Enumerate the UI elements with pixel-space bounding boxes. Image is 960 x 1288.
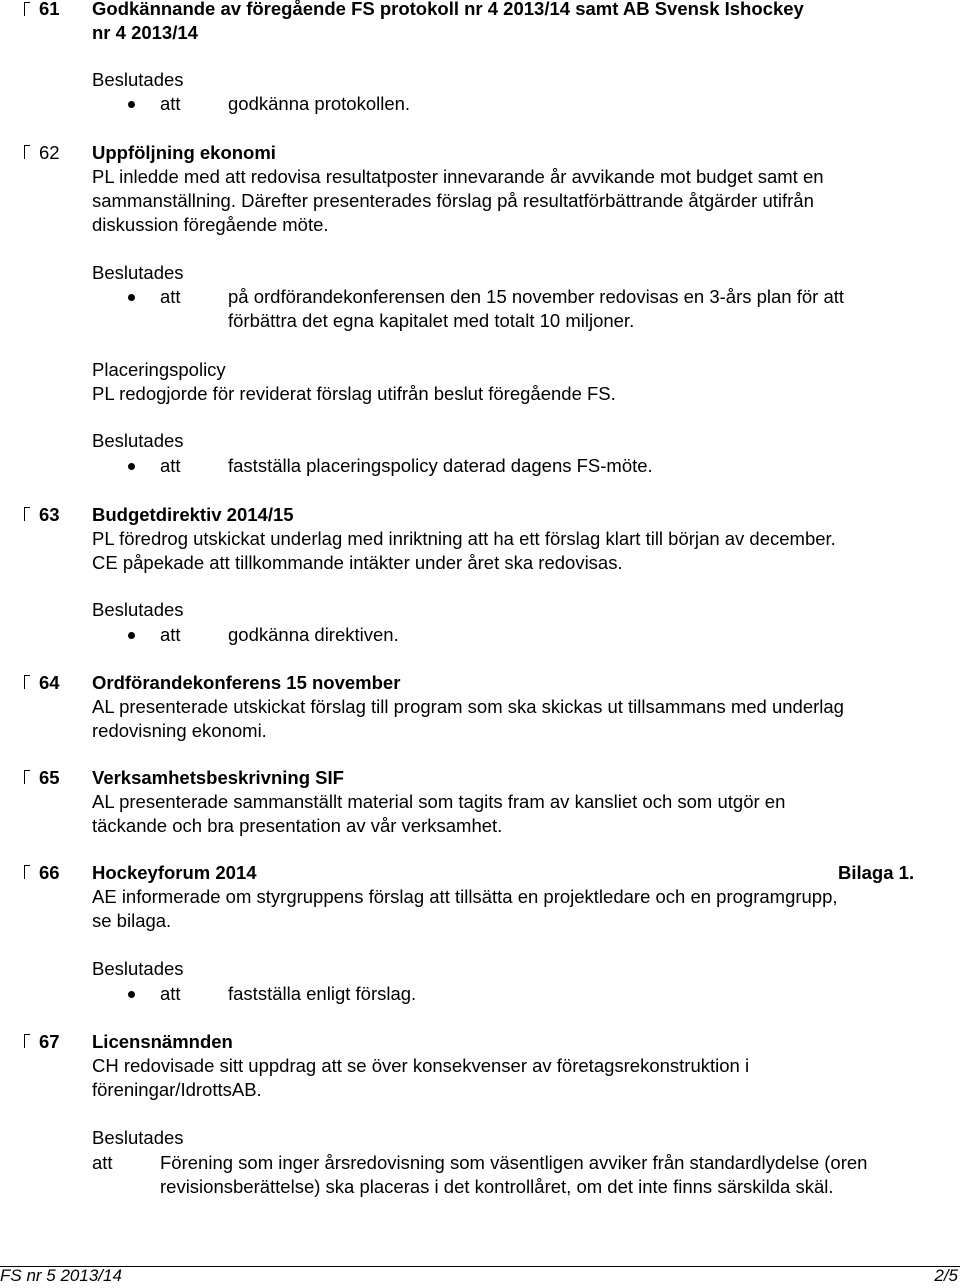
section-number: 65 (39, 767, 60, 788)
att-label: att (160, 455, 181, 476)
section-title-cont: nr 4 2013/14 (92, 22, 198, 43)
bullet-icon (128, 101, 135, 108)
section-number: 62 (39, 142, 60, 163)
paragraph-mark-icon (22, 862, 36, 886)
section-title: Licensnämnden (92, 1031, 233, 1052)
body-line: se bilaga. (92, 910, 172, 931)
att-label: att (160, 93, 181, 114)
section-number: 67 (39, 1031, 60, 1052)
decided-label: Beslutades (92, 69, 184, 90)
decision-text: på ordförandekonferensen den 15 november redovisas en 3-års plan för att (228, 286, 845, 307)
section-number: 64 (39, 672, 60, 693)
decided-label: Beslutades (92, 958, 184, 979)
body-line: PL redogjorde för reviderat förslag utifrån beslut föregående FS. (92, 383, 616, 404)
att-label: att (160, 624, 181, 645)
decision-text: godkänna direktiven. (228, 624, 399, 645)
body-line: CH redovisade sitt uppdrag att se över konsekvenser av företagsrekonstruktion i (92, 1055, 750, 1076)
section-number: 63 (39, 504, 60, 525)
footer-page-number: 2/5 (934, 1266, 958, 1285)
body-line: täckande och bra presentation av vår verksamhet. (92, 815, 503, 836)
decision-text: fastställa enligt förslag. (228, 983, 417, 1004)
body-line: CE påpekade att tillkommande intäkter under året ska redovisas. (92, 552, 623, 573)
paragraph-mark-icon (22, 672, 36, 696)
decision-text: fastställa placeringspolicy daterad dagens FS-möte. (228, 455, 653, 476)
attachment-label: Bilaga 1. (838, 862, 915, 883)
body-line: redovisning ekonomi. (92, 720, 267, 741)
section-title: Godkännande av föregående FS protokoll nr 4 2013/14 samt AB Svensk Ishockey (92, 0, 804, 19)
paragraph-mark-icon (22, 142, 36, 166)
footer-doc-ref: FS nr 5 2013/14 (0, 1266, 122, 1285)
bullet-icon (128, 294, 135, 301)
footer-divider (0, 1266, 960, 1267)
body-line: sammanställning. Därefter presenterades förslag på resultatförbättrande åtgärder utifrån (92, 190, 814, 211)
section-title: Verksamhetsbeskrivning SIF (92, 767, 344, 788)
section-title: Hockeyforum 2014 (92, 862, 257, 883)
decided-label: Beslutades (92, 262, 184, 283)
decided-label: Beslutades (92, 599, 184, 620)
paragraph-mark-icon (22, 0, 36, 23)
bullet-icon (128, 463, 135, 470)
body-line: PL inledde med att redovisa resultatposter innevarande år avvikande mot budget samt en (92, 166, 824, 187)
paragraph-mark-icon (22, 1031, 36, 1055)
paragraph-mark-icon (22, 767, 36, 791)
body-line: PL föredrog utskickat underlag med inriktning att ha ett förslag klart till början av december. (92, 528, 836, 549)
decided-label: Beslutades (92, 430, 184, 451)
att-label: att (160, 286, 181, 307)
decision-text-cont: revisionsberättelse) ska placeras i det kontrollåret, om det inte finns särskilda skäl. (160, 1176, 834, 1197)
body-line: föreningar/IdrottsAB. (92, 1079, 262, 1100)
section-title: Budgetdirektiv 2014/15 (92, 504, 294, 525)
body-line: AE informerade om styrgruppens förslag att tillsätta en projektledare och en programgrupp, (92, 886, 838, 907)
section-title: Uppföljning ekonomi (92, 142, 276, 163)
decision-text: godkänna protokollen. (228, 93, 411, 114)
bullet-icon (128, 991, 135, 998)
att-label: att (160, 983, 181, 1004)
decided-label: Beslutades (92, 1127, 184, 1148)
section-title: Ordförandekonferens 15 november (92, 672, 401, 693)
body-line: diskussion föregående möte. (92, 214, 329, 235)
section-number: 66 (39, 862, 60, 883)
section-number: 61 (39, 0, 60, 19)
att-label: att (92, 1152, 113, 1173)
body-line: AL presenterade utskickat förslag till program som ska skickas ut tillsammans med underlag (92, 696, 844, 717)
bullet-icon (128, 632, 135, 639)
paragraph-mark-icon (22, 504, 36, 528)
sub-heading: Placeringspolicy (92, 359, 226, 380)
body-line: AL presenterade sammanställt material som tagits fram av kansliet och som utgör en (92, 791, 786, 812)
decision-text: Förening som inger årsredovisning som väsentligen avviker från standardlydelse (oren (160, 1152, 868, 1173)
decision-text-cont: förbättra det egna kapitalet med totalt 10 miljoner. (228, 310, 635, 331)
